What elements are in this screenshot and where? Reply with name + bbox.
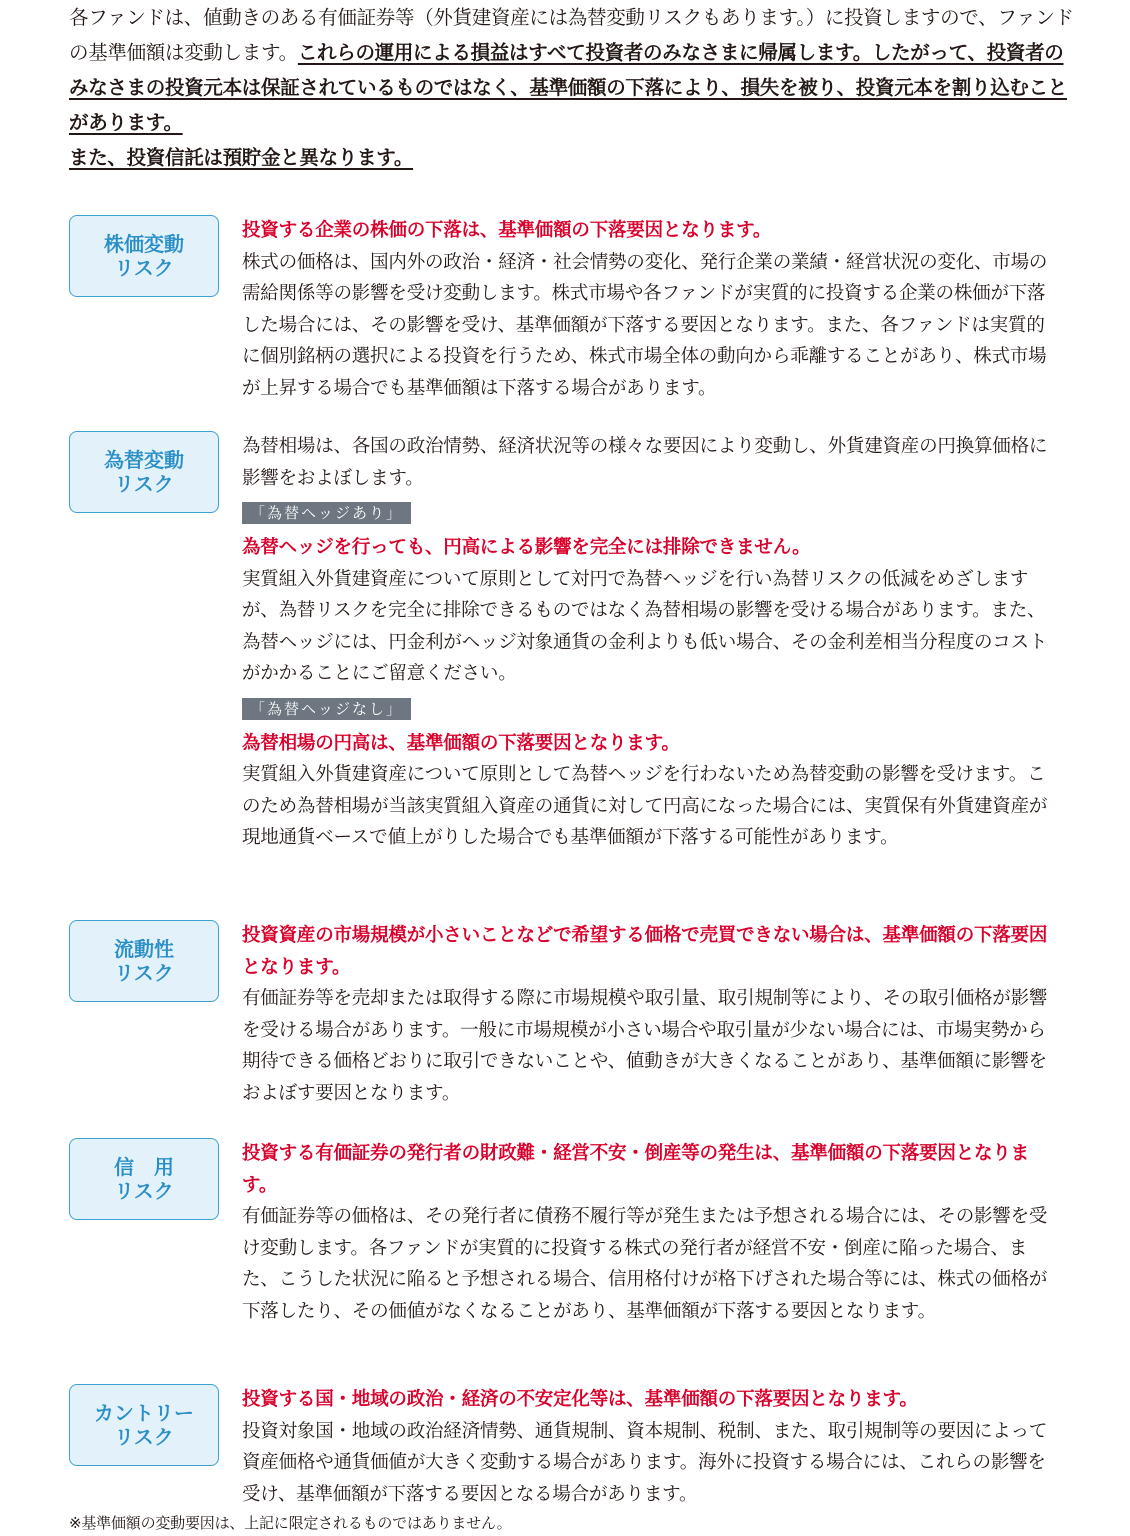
risk-intro-text: 為替相場は、各国の政治情勢、経済状況等の様々な要因により変動し、外貨建資産の円換算価格に影響をおよぼします。 — [242, 436, 1048, 489]
hedge-on-text: 実質組入外貨建資産について原則として対円で為替ヘッジを行い為替リスクの低減をめざしますが、為替リスクを完全に排除できるものではなく為替相場の影響を受ける場合があります。また、為替ヘッジには、円金利がヘッジ対象通貨の金利よりも低い場合、その金利差相当分程度のコストがかかることにご留意ください。 — [242, 568, 1048, 684]
hedge-off-text: 実質組入外貨建資産について原則として為替ヘッジを行わないため為替変動の影響を受けます。このため為替相場が当該実質組入資産の通貨に対して円高になった場合には、実質保有外貨建資産が現地通貨ベースで値上がりした場合でも基準価額が下落する可能性があります。 — [242, 764, 1048, 848]
risk-label-currency: 為替変動 リスク — [69, 431, 219, 513]
risk-headline: 投資する有価証券の発行者の財政難・経営不安・倒産等の発生は、基準価額の下落要因となります。 — [242, 1143, 1029, 1196]
intro-bold-text: これらの運用による損益はすべて投資者のみなさまに帰属します。したがって、投資者のみなさまの投資元本は保証されているものではなく、基準価額の下落により、損失を被り、投資元本を割り込むことがあります。 — [69, 41, 1068, 134]
intro-bold-text-2: また、投資信託は預貯金と異なります。 — [69, 146, 414, 169]
risk-body-stock — [242, 215, 1062, 404]
intro-plain-text: 各ファンドは、値動きのある有価証券等（外貨建資産には為替変動リスクもあります。）に投資しますので、ファンドの基準価額は変動します。 — [69, 6, 1074, 64]
hedge-on-tag: 「為替ヘッジあり」 — [242, 502, 411, 524]
risk-label-credit: 信 用 リスク — [69, 1138, 219, 1220]
risk-text: 株式の価格は、国内外の政治・経済・社会情勢の変化、発行企業の業績・経営状況の変化、市場の需給関係等の影響を受け変動します。株式市場や各ファンドが実質的に投資する企業の株価が下落した場合には、その影響を受け、基準価額が下落する要因となります。また、各ファンドは実質的に個別銘柄の選択による投資を行うため、株式市場全体の動向から乖離することがあり、株式市場が上昇する場合でも基準価額は下落する場合があります。 — [242, 251, 1048, 399]
risk-headline: 投資する企業の株価の下落は、基準価額の下落要因となります。 — [242, 220, 772, 241]
risk-body-credit — [242, 1138, 1062, 1327]
risk-label-liquidity: 流動性 リスク — [69, 920, 219, 1002]
risk-text: 投資対象国・地域の政治経済情勢、通貨規制、資本規制、税制、また、取引規制等の要因によって資産価格や通貨価値が大きく変動する場合があります。海外に投資する場合には、これらの影響を受け、基準価額が下落する要因となる場合があります。 — [242, 1420, 1048, 1505]
risk-headline: 投資する国・地域の政治・経済の不安定化等は、基準価額の下落要因となります。 — [242, 1389, 918, 1410]
hedge-off-tag: 「為替ヘッジなし」 — [242, 698, 411, 720]
risk-headline: 投資資産の市場規模が小さいことなどで希望する価格で売買できない場合は、基準価額の下落要因となります。 — [242, 925, 1048, 978]
risk-label-country: カントリー リスク — [69, 1384, 219, 1466]
risk-text: 有価証券等を売却または取得する際に市場規模や取引量、取引規制等により、その取引価格が影響を受ける場合があります。一般に市場規模が小さい場合や取引量が少ない場合には、市場実勢から期待できる価格どおりに取引できないことや、値動きが大きくなることがあり、基準価額に影響をおよぼす要因となります。 — [242, 988, 1048, 1104]
risk-body-country — [242, 1384, 1062, 1510]
risk-text: 有価証券等の価格は、その発行者に債務不履行等が発生または予想される場合には、その影響を受け変動します。各ファンドが実質的に投資する株式の発行者が経営不安・倒産に陥った場合、また、こうした状況に陥ると予想される場合、信用格付けが格下げされた場合等には、株式の価格が下落したり、その価値がなくなることがあり、基準価額が下落する要因となります。 — [242, 1206, 1048, 1322]
risk-body-currency — [242, 431, 1062, 854]
risk-label-stock: 株価変動 リスク — [69, 215, 219, 297]
hedge-on-headline: 為替ヘッジを行っても、円高による影響を完全には排除できません。 — [242, 537, 811, 558]
intro-paragraph — [69, 0, 1079, 175]
hedge-off-headline: 為替相場の円高は、基準価額の下落要因となります。 — [242, 732, 680, 754]
risk-body-liquidity — [242, 920, 1062, 1109]
footnote: ※基準価額の変動要因は、上記に限定されるものではありません。 — [69, 1514, 512, 1532]
